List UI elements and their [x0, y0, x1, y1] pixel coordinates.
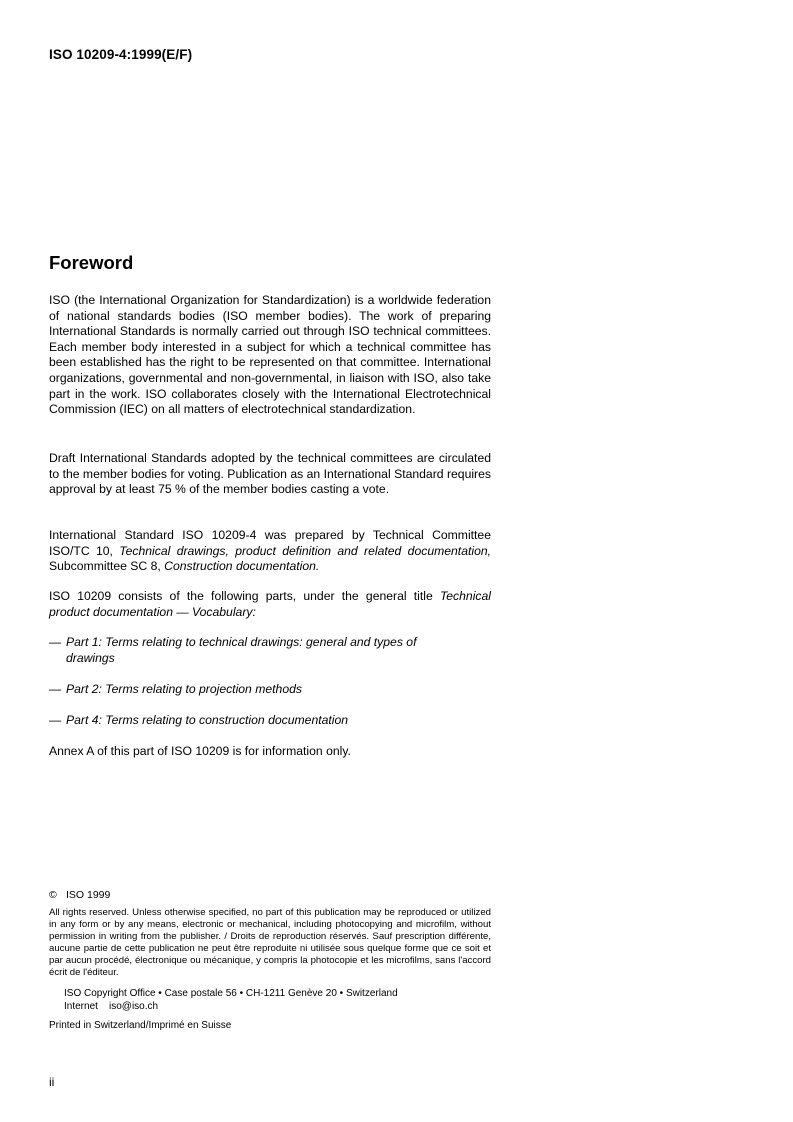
paragraph-annex-note: Annex A of this part of ISO 10209 is for information only.	[49, 744, 351, 758]
copyright-icon: ©	[49, 889, 57, 901]
dash-marker: —	[49, 682, 62, 696]
part-2-label: Part 2: Terms relating to projection methods	[66, 682, 302, 696]
paragraph-parts-intro: ISO 10209 consists of the following parts, under the general title Technical product documentation — Vocabulary:	[49, 589, 491, 619]
paragraph-prepared-by: International Standard ISO 10209-4 was prepared by Technical Committee ISO/TC 10, Technical drawings, product definition and related documentation, Subcommittee SC 8, Construction documentation.	[49, 528, 492, 574]
rights-notice: All rights reserved. Unless otherwise specified, no part of this publication may be reproduced or utilized in any form or by any means, electronic or mechanical, including photocopying and microfilm, without permission in writing from the publisher. / Droits de reproduction réservés. Sauf prescription différente, aucune partie de cette publication ne peut être reproduite ni utilisée sous quelque forme que ce soit et par aucun procédé, électronique ou mécanique, y compris la photocopie et les microfilms, sans l'accord écrit de l'éditeur.	[49, 907, 491, 978]
list-item-part-2	[49, 682, 491, 698]
copyright-office-address	[64, 988, 398, 1013]
paragraph-iso-intro: ISO (the International Organization for Standardization) is a worldwide federation of national standards bodies (ISO member bodies). The work of preparing International Standards is normally carried out through ISO technical committees. Each member body interested in a subject for which a technical committee has been established has the right to be represented on that committee. International organizations, governmental and non-governmental, in liaison with ISO, also take part in the work. ISO collaborates closely with the International Electrotechnical Commission (IEC) on all matters of electrotechnical standardization.	[49, 293, 491, 417]
printed-in-notice: Printed in Switzerland/Imprimé en Suisse	[49, 1020, 232, 1031]
office-line: ISO Copyright Office • Case postale 56 • CH-1211 Genève 20 • Switzerland	[64, 988, 398, 999]
part-4-label: Part 4: Terms relating to construction documentation	[66, 713, 349, 727]
internet-line: Internet iso@iso.ch	[64, 1000, 159, 1012]
list-item-part-1	[49, 635, 491, 666]
paragraph-draft-standards: Draft International Standards adopted by the technical committees are circulated to the member bodies for voting. Publication as an International Standard requires approval by at least 75 % of the member bodies casting a vote.	[49, 451, 491, 497]
dash-marker: —	[49, 713, 62, 727]
document-identifier: ISO 10209-4:1999(E/F)	[49, 47, 193, 62]
copyright-line: © ISO 1999	[49, 889, 111, 901]
page-number: ii	[49, 1075, 55, 1089]
part-1-label-continued: drawings	[66, 650, 115, 665]
list-item-part-4	[49, 713, 491, 729]
part-1-label: Part 1: Terms relating to technical drawings: general and types of	[66, 635, 417, 649]
page-title: Foreword	[49, 252, 134, 273]
dash-marker: —	[49, 635, 62, 649]
